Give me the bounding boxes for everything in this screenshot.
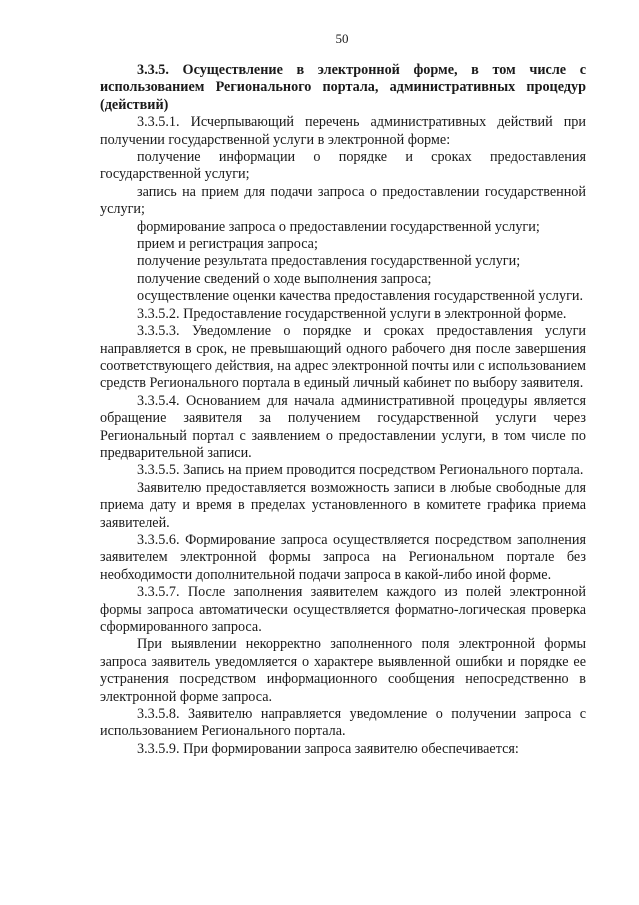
paragraph: 3.3.5.6. Формирование запроса осуществляется посредством заполнения заявителем электронной формы запроса на Региональном портале без необходимости дополнительной подачи запроса в какой-либо иной форме.: [100, 531, 586, 583]
paragraph: 3.3.5.2. Предоставление государственной услуги в электронной форме.: [137, 305, 567, 322]
paragraph: При выявлении некорректно заполненного поля электронной формы запроса заявитель уведомляется о характере выявленной ошибки и порядке ее устранения посредством информационного сообщения непосредственно в электронной форме запроса.: [100, 636, 586, 705]
list-item: запись на прием для подачи запроса о предоставлении государственной услуги;: [100, 183, 586, 218]
paragraph: 3.3.5.7. После заполнения заявителем каждого из полей электронной формы запроса автоматически осуществляется форматно-логическая проверка сформированного запроса.: [100, 584, 586, 635]
list-item: получение результата предоставления государственной услуги;: [137, 253, 521, 270]
section-heading: 3.3.5. Осуществление в электронной форме, в том числе с использованием Регионального портала, административных процедур (действий): [100, 62, 586, 113]
paragraph: 3.3.5.8. Заявителю направляется уведомление о получении запроса с использованием Регионального портала.: [100, 706, 586, 740]
paragraph: 3.3.5.1. Исчерпывающий перечень административных действий при получении государственной услуги в электронной форме:: [100, 114, 586, 148]
document-body: [100, 62, 586, 758]
list-item: прием и регистрация запроса;: [137, 236, 318, 253]
paragraph: 3.3.5.4. Основанием для начала административной процедуры является обращение заявителя за получением государственной услуги через Региональный портал с заявлением о предоставлении услуги, в том числе по предварительной записи.: [100, 392, 586, 461]
list-item: получение информации о порядке и сроках предоставления государственной услуги;: [100, 149, 586, 183]
paragraph: 3.3.5.5. Запись на прием проводится посредством Регионального портала.: [137, 462, 584, 479]
paragraph: 3.3.5.9. При формировании запроса заявителю обеспечивается:: [137, 740, 519, 757]
paragraph: 3.3.5.3. Уведомление о порядке и сроках предоставления услуги направляется в срок, не превышающий одного рабочего дня после завершения соответствующего действия, на адрес электронной почты или с использованием средств Регионального портала в единый личный кабинет по выбору заявителя.: [100, 323, 586, 392]
page-number: 50: [335, 31, 349, 46]
list-item: получение сведений о ходе выполнения запроса;: [137, 270, 432, 287]
list-item: осуществление оценки качества предоставления государственной услуги.: [137, 288, 584, 305]
list-item: формирование запроса о предоставлении государственной услуги;: [137, 218, 540, 235]
paragraph: Заявителю предоставляется возможность записи в любые свободные для приема дату и время в пределах установленного в комитете графика приема заявителей.: [100, 479, 586, 531]
